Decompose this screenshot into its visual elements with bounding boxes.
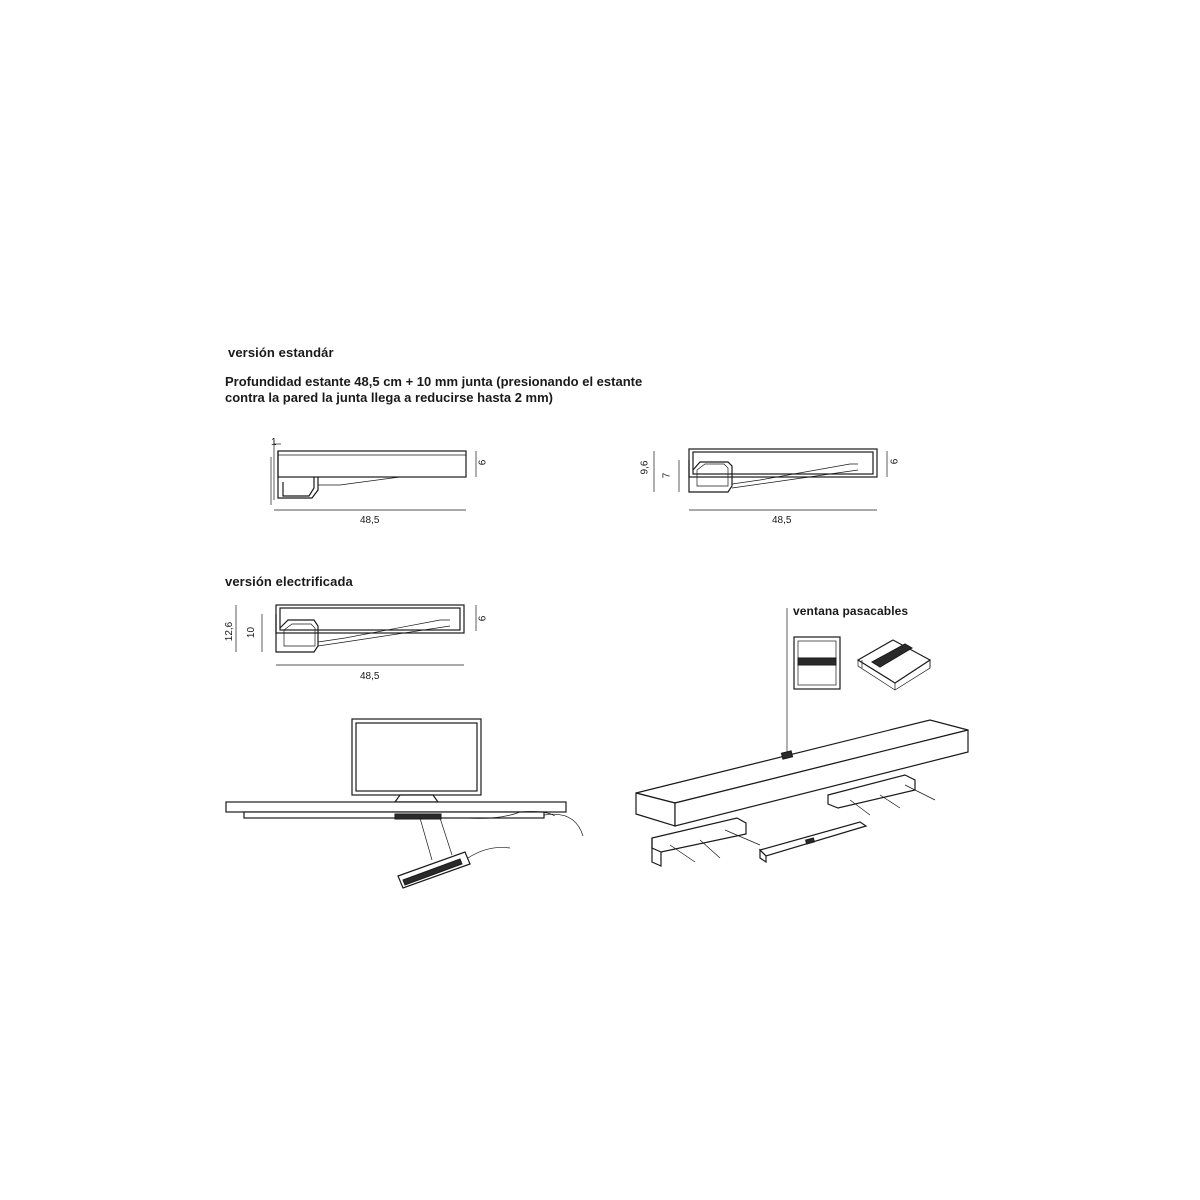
electrified-section-drawing <box>236 605 476 665</box>
top-left-width-label: 48,5 <box>360 515 380 526</box>
top-left-height-label: 6 <box>477 459 489 466</box>
tv-shelf-illustration <box>226 719 583 888</box>
cable-window-title: ventana pasacables <box>793 604 909 618</box>
elec-width-label: 48,5 <box>360 671 380 682</box>
top-right-width-label: 48,5 <box>772 515 792 526</box>
top-right-inner-label: 7 <box>661 472 673 479</box>
elec-height-label: 6 <box>477 615 489 622</box>
standard-section-drawing <box>271 440 476 510</box>
elec-inner-label: 10 <box>246 626 258 639</box>
standard-mounted-section-drawing <box>654 449 887 510</box>
exploded-shelf-illustration <box>636 720 968 866</box>
top-right-height-label: 6 <box>889 458 901 465</box>
electrified-version-title: versión electrificada <box>225 574 353 589</box>
standard-version-title: versión estandár <box>228 345 334 360</box>
standard-version-description: Profundidad estante 48,5 cm + 10 mm junta (presionando el estante contra la pared la junta llega a reducirse hasta 2 mm) <box>225 374 643 405</box>
elec-outer-label: 12,6 <box>224 621 236 642</box>
top-right-outer-label: 9,6 <box>639 460 651 475</box>
top-left-gap-label: 1 <box>271 437 277 448</box>
